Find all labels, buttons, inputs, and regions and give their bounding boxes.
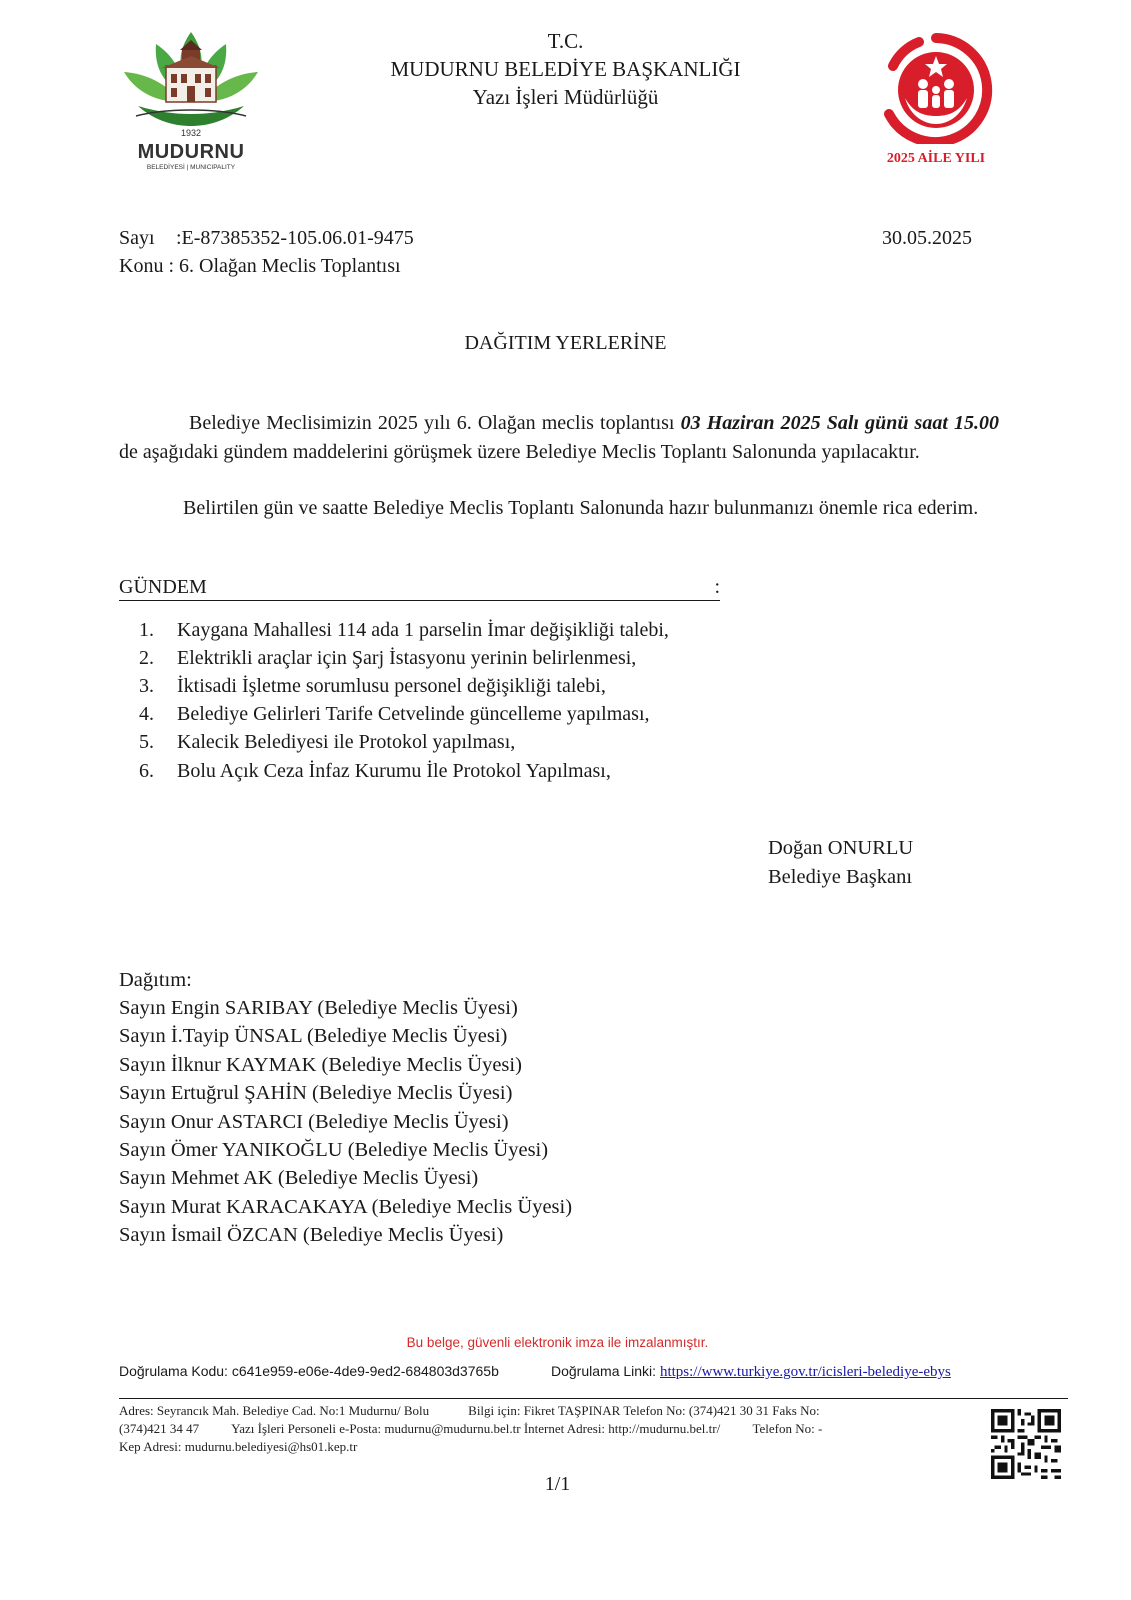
family-year-caption: 2025 AİLE YILI: [886, 151, 986, 166]
footer-kep-address: Kep Adresi: mudurnu.belediyesi@hs01.kep.tr: [119, 1439, 358, 1454]
konu-label: Konu :: [119, 255, 174, 277]
body-paragraph-2: Belirtilen gün ve saatte Belediye Meclis Toplantı Salonunda hazır bulunmanızı önemle rica ederim.: [183, 497, 979, 519]
signatory-name: Doğan ONURLU: [768, 837, 914, 859]
distribution-label: Dağıtım:: [119, 969, 192, 991]
distribution-heading: DAĞITIM YERLERİNE: [464, 332, 667, 354]
signatory-title: Belediye Başkanı: [768, 866, 913, 888]
body-paragraph-1: [119, 409, 999, 466]
sayi-value: :E-87385352-105.06.01-9475: [176, 227, 414, 249]
list-item: Sayın Onur ASTARCI (Belediye Meclis Üyesi): [119, 1111, 509, 1133]
verification-code-row: [119, 1363, 499, 1379]
body-p1-start: Belediye Meclisimizin 2025 yılı 6. Olağan meclis toplantısı: [189, 412, 681, 434]
verification-link[interactable]: https://www.turkiye.gov.tr/icisleri-belediye-ebys: [659, 1364, 951, 1380]
header-department: Yazı İşleri Müdürlüğü: [472, 85, 659, 109]
body-p1-end: de aşağıdaki gündem maddelerini görüşmek üzere Belediye Meclis Toplantı Salonunda yapılacaktır.: [119, 440, 920, 463]
list-item: Sayın Ömer YANIKOĞLU (Belediye Meclis Üyesi): [119, 1139, 549, 1161]
logo-name: MUDURNU: [137, 141, 245, 163]
konu-row: [119, 255, 401, 278]
mudurnu-logo: [116, 28, 266, 171]
agenda-title: GÜNDEM: [119, 576, 207, 598]
sayi-row: [119, 227, 414, 250]
agenda-item: 6. Bolu Açık Ceza İnfaz Kurumu İle Protokol Yapılması,: [139, 760, 611, 782]
list-item: Sayın Mehmet AK (Belediye Meclis Üyesi): [119, 1167, 479, 1189]
agenda-item: 3. İktisadi İşletme sorumlusu personel değişikliği talebi,: [139, 675, 606, 697]
agenda-item: 1. Kaygana Mahallesi 114 ada 1 parselin İmar değişikliği talebi,: [139, 619, 669, 641]
list-item: Sayın Murat KARACAKAYA (Belediye Meclis Üyesi): [119, 1196, 573, 1218]
verification-link-row: [551, 1363, 951, 1381]
header-state: T.C.: [547, 29, 584, 53]
verification-link-label: Doğrulama Linki:: [551, 1363, 657, 1379]
verification-code-label: Doğrulama Kodu:: [119, 1363, 228, 1379]
agenda-item: 4. Belediye Gelirleri Tarife Cetvelinde güncelleme yapılması,: [139, 703, 650, 725]
qr-code: [991, 1409, 1061, 1479]
logo-year: 1932: [180, 128, 202, 138]
list-item: Sayın Engin SARIBAY (Belediye Meclis Üyesi): [119, 997, 518, 1019]
header-institution: MUDURNU BELEDİYE BAŞKANLIĞI: [390, 57, 741, 81]
list-item: Sayın Ertuğrul ŞAHİN (Belediye Meclis Üyesi): [119, 1082, 513, 1104]
konu-value: 6. Olağan Meclis Toplantısı: [179, 255, 401, 277]
esign-notice: Bu belge, güvenli elektronik imza ile imzalanmıştır.: [406, 1335, 709, 1350]
list-item: Sayın İsmail ÖZCAN (Belediye Meclis Üyesi): [119, 1224, 504, 1246]
family-year-emblem-icon: [871, 28, 1001, 144]
logo-subtitle: BELEDİYESİ | MUNICIPALITY: [146, 164, 236, 171]
agenda-item: 2. Elektrikli araçlar için Şarj İstasyonu yerinin belirlenmesi,: [139, 647, 637, 669]
agenda-item: 5. Kalecik Belediyesi ile Protokol yapılması,: [139, 731, 516, 753]
family-year-logo: [871, 28, 1001, 168]
footer-address-line-1: Adres: Seyrancık Mah. Belediye Cad. No:1 Mudurnu/ Bolu Bilgi için: Fikret TAŞPINAR Telefon No: (374)421 30 31 Faks No:: [119, 1403, 820, 1418]
footer-address-line-2: (374)421 34 47 Yazı İşleri Personeli e-Posta: mudurnu@mudurnu.bel.tr İnternet Adresi: http://mudurnu.bel.tr/ Telefon No: -: [119, 1421, 823, 1436]
mudurnu-emblem-icon: [116, 28, 266, 140]
footer-divider: [119, 1398, 1068, 1399]
meeting-datetime: 03 Haziran 2025 Salı günü saat 15.00: [680, 412, 1000, 434]
qr-code-icon: [991, 1409, 1061, 1479]
list-item: Sayın İ.Tayip ÜNSAL (Belediye Meclis Üyesi): [119, 1025, 508, 1047]
agenda-colon: :: [714, 576, 720, 598]
list-item: Sayın İlknur KAYMAK (Belediye Meclis Üyesi): [119, 1054, 522, 1076]
sayi-label: Sayı: [119, 227, 155, 249]
agenda-header: [119, 576, 720, 601]
verification-code: c641e959-e06e-4de9-9ed2-684803d3765b: [231, 1363, 499, 1379]
page-number: 1/1: [544, 1473, 571, 1495]
document-date: 30.05.2025: [882, 227, 972, 249]
